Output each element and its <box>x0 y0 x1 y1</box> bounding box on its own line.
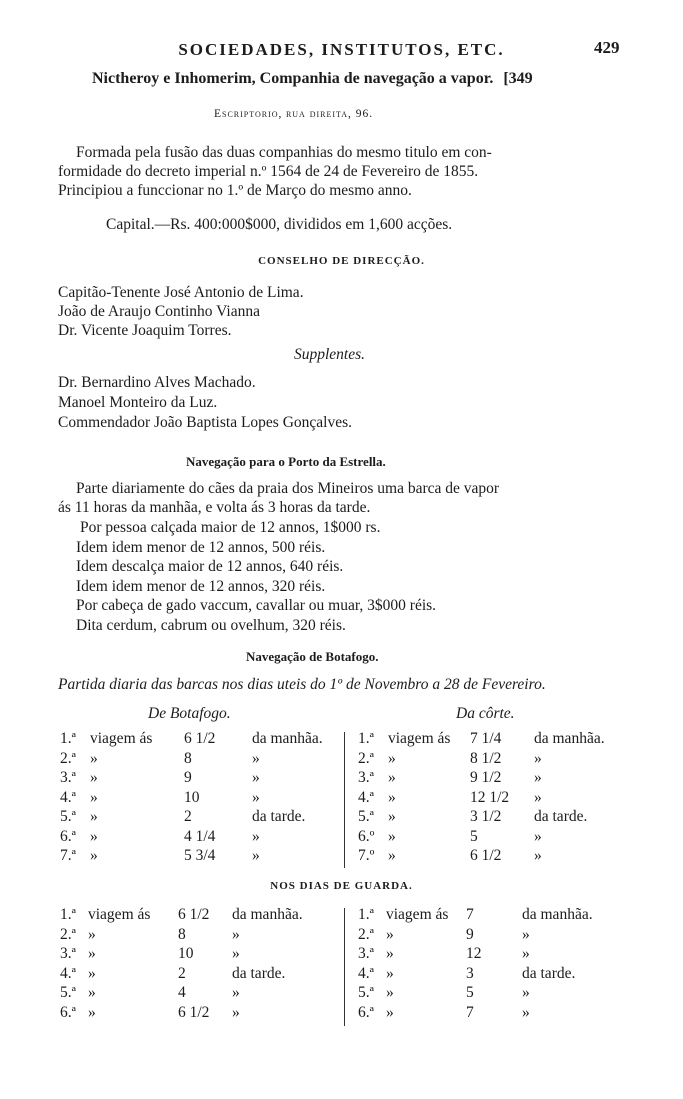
schedule-row <box>60 730 340 750</box>
schedule-row <box>358 789 658 809</box>
trip-word: » <box>90 769 98 786</box>
intro-line-3: Principiou a funccionar no 1.º de Março do mesmo anno. <box>58 182 412 199</box>
trip-period: da tarde. <box>252 808 306 825</box>
trip-word: » <box>88 1003 96 1021</box>
botafogo-period: Partida diaria das barcas nos dias uteis do 1º de Novembro a 28 de Fevereiro. <box>58 676 546 693</box>
trip-number: 2.ª <box>358 925 374 943</box>
schedule-row <box>358 1004 658 1024</box>
trip-word: » <box>386 1003 394 1021</box>
trip-period: da tarde. <box>522 964 576 982</box>
trip-period: da manhãa. <box>232 906 303 923</box>
schedule-row <box>60 847 340 867</box>
schedule-row <box>60 1004 340 1024</box>
trip-hour: 7 <box>466 906 474 923</box>
estrella-line-7: Por cabeça de gado vaccum, cavallar ou muar, 3$000 réis. <box>76 597 437 614</box>
col-right-title: Da côrte. <box>456 705 515 722</box>
trip-word: » <box>388 808 396 825</box>
trip-number: 1.ª <box>60 730 76 747</box>
trip-hour: 3 <box>466 964 474 982</box>
trip-period: da manhãa. <box>534 730 605 747</box>
trip-hour: 7 1/4 <box>470 730 502 747</box>
schedule-row <box>60 828 340 848</box>
trip-period: » <box>522 984 530 1001</box>
estrella-line-6: Idem idem menor de 12 annos, 320 réis. <box>76 578 326 595</box>
trip-word: » <box>386 925 394 943</box>
trip-word: » <box>386 964 394 982</box>
estrella-line-5: Idem descalça maior de 12 annos, 640 réis. <box>76 558 344 575</box>
schedule-row <box>60 750 340 770</box>
schedule-row <box>60 789 340 809</box>
trip-hour: 10 <box>178 945 194 962</box>
trip-word: » <box>388 749 396 767</box>
estrella-line-3: Por pessoa calçada maior de 12 annos, 1$000 rs. <box>80 519 381 536</box>
schedule-row <box>358 984 658 1004</box>
trip-word: » <box>88 945 96 962</box>
trip-hour: 2 <box>178 964 186 982</box>
trip-number: 6.ª <box>60 827 76 845</box>
intro-line-2: formidade do decreto imperial n.º 1564 de 24 de Fevereiro de 1855. <box>58 163 479 180</box>
weekday-left-table <box>60 730 340 867</box>
schedule-row <box>60 965 340 985</box>
trip-period: » <box>252 788 260 806</box>
weekday-divider <box>344 732 345 868</box>
trip-hour: 6 1/2 <box>178 906 210 923</box>
trip-number: 4.ª <box>358 788 374 806</box>
trip-period: da manhãa. <box>252 730 323 747</box>
botafogo-title: Navegação de Botafogo. <box>246 649 379 664</box>
trip-word: » <box>88 925 96 943</box>
trip-number: 5.ª <box>60 808 76 825</box>
trip-word: » <box>90 788 98 806</box>
trip-number: 3.ª <box>60 769 76 786</box>
trip-word: viagem ás <box>90 730 153 747</box>
schedule-row <box>60 926 340 946</box>
schedule-row <box>358 847 658 867</box>
schedule-row <box>358 965 658 985</box>
trip-hour: 6 1/2 <box>470 847 502 864</box>
col-left-title: De Botafogo. <box>148 705 231 722</box>
trip-number: 4.ª <box>358 964 374 982</box>
substitute-2: Manoel Monteiro da Luz. <box>58 394 218 411</box>
trip-number: 3.ª <box>358 945 374 962</box>
trip-number: 5.ª <box>358 984 374 1001</box>
trip-hour: 6 1/2 <box>178 1003 210 1021</box>
trip-hour: 8 <box>178 925 186 943</box>
trip-period: » <box>534 749 542 767</box>
office-street: rua direita, 96. <box>285 108 374 120</box>
board-member-1: Capitão-Tenente José Antonio de Lima. <box>58 284 304 301</box>
trip-period: » <box>252 769 260 786</box>
holidays-title: NOS DIAS DE GUARDA. <box>270 880 413 892</box>
trip-word: » <box>386 984 394 1001</box>
trip-word: » <box>388 788 396 806</box>
trip-hour: 12 <box>466 945 482 962</box>
trip-number: 4.ª <box>60 788 76 806</box>
company-name: Nictheroy e Inhomerim, Companhia de navegação a vapor. <box>92 70 494 87</box>
trip-period: da manhãa. <box>522 906 593 923</box>
trip-word: » <box>88 984 96 1001</box>
trip-number: 6.º <box>358 827 375 845</box>
trip-hour: 7 <box>466 1003 474 1021</box>
schedule-row <box>358 808 658 828</box>
trip-number: 4.ª <box>60 964 76 982</box>
trip-period: » <box>252 847 260 864</box>
trip-hour: 9 <box>466 925 474 943</box>
trip-word: » <box>388 847 396 864</box>
trip-hour: 6 1/2 <box>184 730 216 747</box>
trip-number: 7.º <box>358 847 375 864</box>
trip-number: 3.ª <box>60 945 76 962</box>
trip-hour: 5 3/4 <box>184 847 216 864</box>
trip-word: » <box>90 808 98 825</box>
trip-word: » <box>88 964 96 982</box>
trip-period: » <box>252 749 260 767</box>
weekday-right-table <box>358 730 658 867</box>
schedule-row <box>358 730 658 750</box>
trip-period: » <box>534 788 542 806</box>
trip-number: 7.ª <box>60 847 76 864</box>
trip-period: » <box>522 945 530 962</box>
schedule-row <box>358 769 658 789</box>
estrella-line-4: Idem idem menor de 12 annos, 500 réis. <box>76 539 326 556</box>
trip-hour: 5 <box>470 827 478 845</box>
trip-word: » <box>388 769 396 786</box>
trip-period: » <box>232 1003 240 1021</box>
trip-number: 1.ª <box>60 906 76 923</box>
schedule-row <box>358 828 658 848</box>
capital: Capital.—Rs. 400:000$000, divididos em 1,600 acções. <box>106 216 453 233</box>
office-address <box>214 106 373 122</box>
holiday-right-table <box>358 906 658 1023</box>
schedule-row <box>358 945 658 965</box>
trip-number: 6.ª <box>358 1003 374 1021</box>
running-head: SOCIEDADES, INSTITUTOS, ETC. <box>178 40 505 59</box>
trip-hour: 10 <box>184 788 200 806</box>
schedule-row <box>60 984 340 1004</box>
trip-number: 5.ª <box>60 984 76 1001</box>
trip-period: » <box>522 925 530 943</box>
company-title <box>92 70 533 88</box>
trip-word: » <box>90 847 98 864</box>
trip-word: » <box>90 749 98 767</box>
office-label: Escriptorio, <box>214 108 283 120</box>
board-title: CONSELHO DE DIRECÇÃO. <box>258 255 425 267</box>
trip-period: » <box>232 945 240 962</box>
trip-hour: 4 <box>178 984 186 1001</box>
trip-number: 1.ª <box>358 906 374 923</box>
trip-hour: 3 1/2 <box>470 808 502 825</box>
trip-hour: 5 <box>466 984 474 1001</box>
holiday-left-table <box>60 906 340 1023</box>
substitute-1: Dr. Bernardino Alves Machado. <box>58 374 256 391</box>
trip-period: da tarde. <box>232 964 286 982</box>
estrella-title: Navegação para o Porto da Estrella. <box>186 454 386 469</box>
section-ref: [349 <box>503 70 533 87</box>
trip-number: 3.ª <box>358 769 374 786</box>
schedule-row <box>358 906 658 926</box>
trip-period: » <box>232 925 240 943</box>
trip-word: » <box>90 827 98 845</box>
trip-number: 1.ª <box>358 730 374 747</box>
trip-hour: 9 <box>184 769 192 786</box>
holiday-divider <box>344 908 345 1026</box>
schedule-row <box>60 769 340 789</box>
trip-number: 5.ª <box>358 808 374 825</box>
trip-period: » <box>522 1003 530 1021</box>
trip-number: 2.ª <box>358 749 374 767</box>
estrella-line-1: Parte diariamente do cães da praia dos Mineiros uma barca de vapor <box>76 480 500 497</box>
trip-hour: 9 1/2 <box>470 769 502 786</box>
trip-hour: 2 <box>184 808 192 825</box>
trip-period: » <box>534 769 542 786</box>
trip-word: viagem ás <box>388 730 451 747</box>
trip-number: 6.ª <box>60 1003 76 1021</box>
trip-word: viagem ás <box>88 906 151 923</box>
board-member-3: Dr. Vicente Joaquim Torres. <box>58 322 232 339</box>
substitutes-title: Supplentes. <box>294 346 366 363</box>
intro-line-1: Formada pela fusão das duas companhias do mesmo titulo em con- <box>76 144 492 161</box>
trip-number: 2.ª <box>60 925 76 943</box>
trip-period: » <box>252 827 260 845</box>
page-number: 429 <box>594 38 620 57</box>
trip-word: » <box>386 945 394 962</box>
trip-period: » <box>534 847 542 864</box>
trip-hour: 8 <box>184 749 192 767</box>
schedule-row <box>358 926 658 946</box>
estrella-line-8: Dita cerdum, cabrum ou ovelhum, 320 réis. <box>76 617 346 634</box>
trip-period: » <box>534 827 542 845</box>
trip-period: da tarde. <box>534 808 588 825</box>
trip-hour: 4 1/4 <box>184 827 216 845</box>
substitute-3: Commendador João Baptista Lopes Gonçalves. <box>58 414 353 431</box>
board-member-2: João de Araujo Continho Vianna <box>58 303 260 320</box>
trip-period: » <box>232 984 240 1001</box>
schedule-row <box>358 750 658 770</box>
schedule-row <box>60 906 340 926</box>
trip-word: » <box>388 827 396 845</box>
trip-number: 2.ª <box>60 749 76 767</box>
trip-hour: 12 1/2 <box>470 788 510 806</box>
schedule-row <box>60 945 340 965</box>
trip-word: viagem ás <box>386 906 449 923</box>
trip-hour: 8 1/2 <box>470 749 502 767</box>
estrella-line-2: ás 11 horas da manhãa, e volta ás 3 horas da tarde. <box>58 499 371 516</box>
schedule-row <box>60 808 340 828</box>
